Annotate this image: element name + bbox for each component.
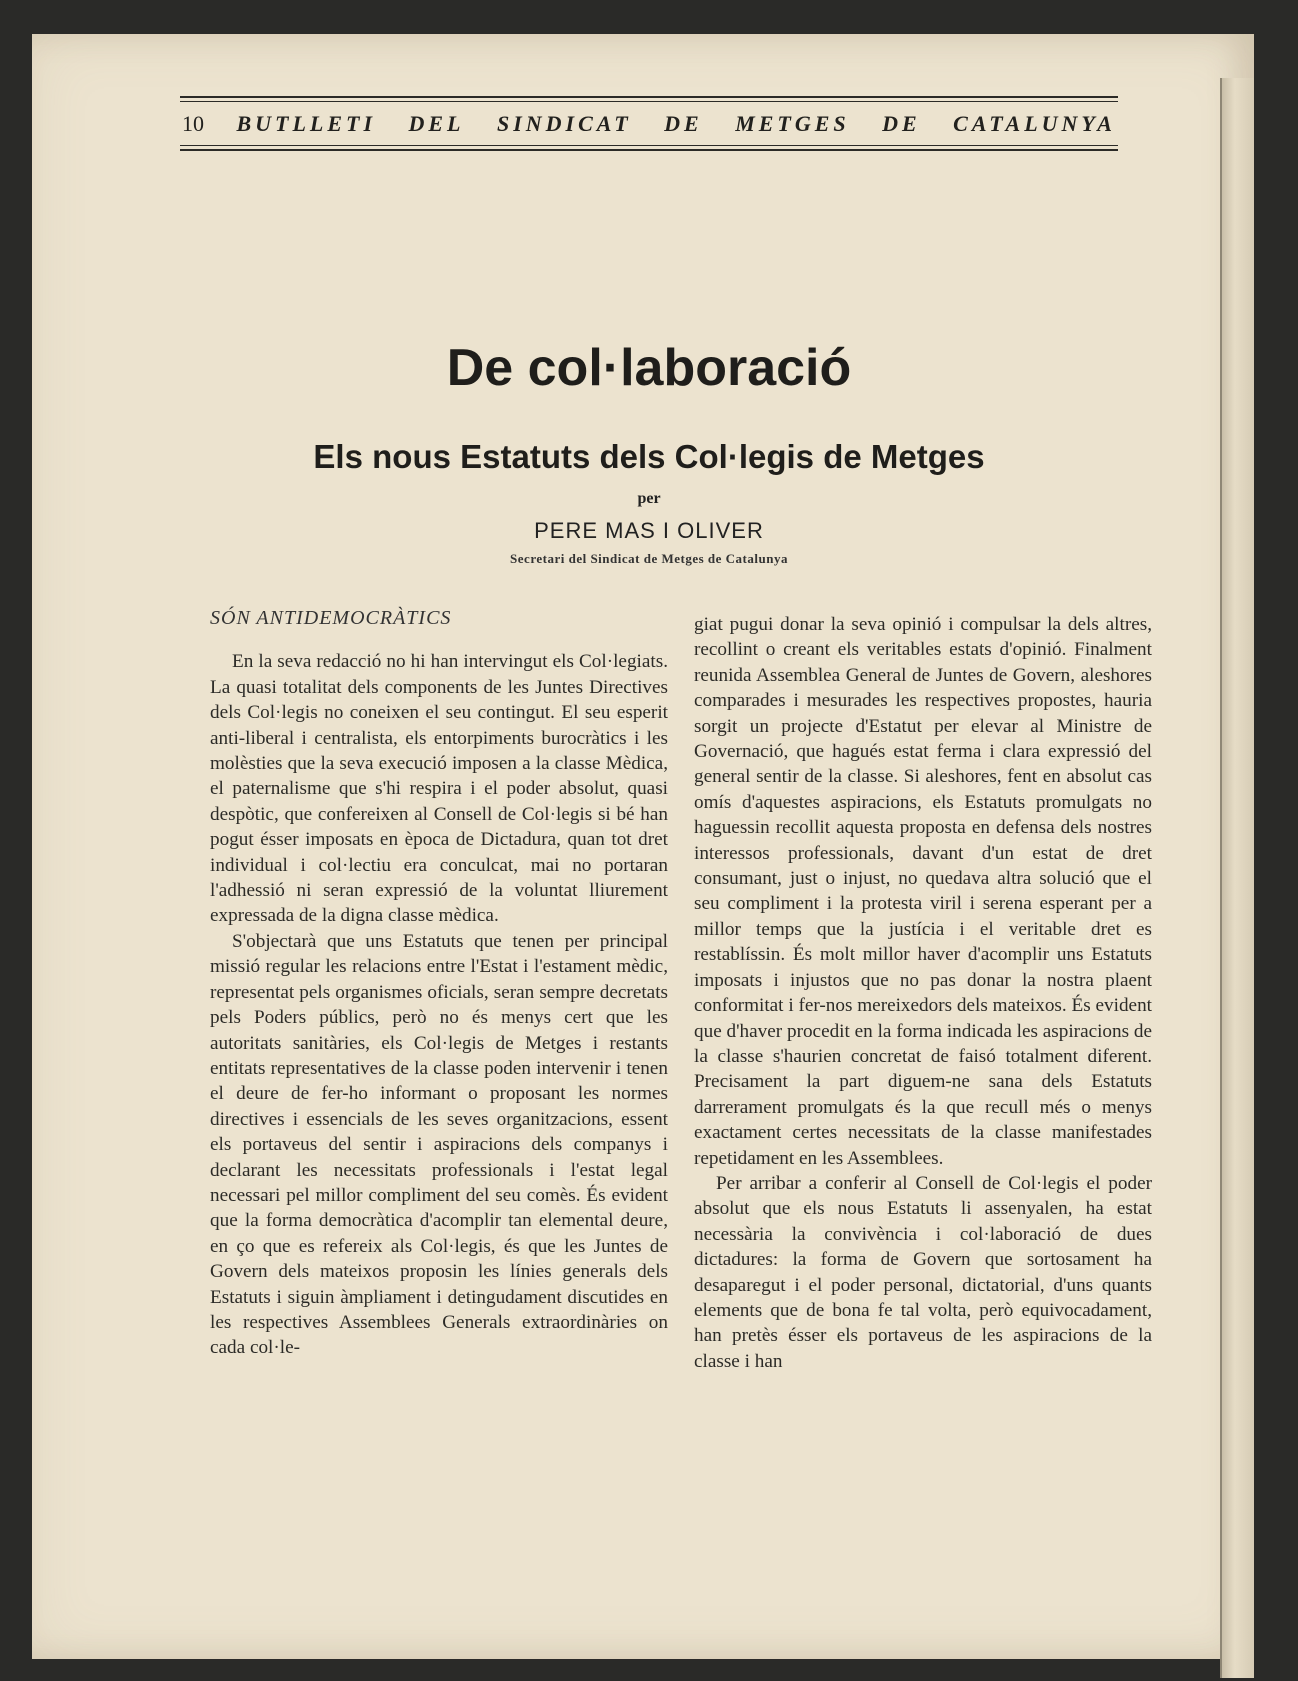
header-word: DE <box>882 111 921 136</box>
adjacent-page-edge <box>1220 78 1254 1678</box>
article-subtitle: Els nous Estatuts dels Col·legis de Metges <box>313 438 985 475</box>
paragraph: giat pugui donar la seva opinió i compulsar la dels altres, recollint o creant els veritables estats d'opinió. Finalment reunida Assemblea General de Juntes de Govern, aleshores comparades i mesurades les respectives propostes, hauria sorgit un projecte d'Estatut per elevar al Ministre de Governació, que hagués estat ferma i clara expressió del general sentir de la classe. Si aleshores, fent en absolut cas omís d'aquestes aspiracions, els Estatuts promulgats no haguessin recollit aquesta proposta en defensa dels nostres interessos professionals, davant d'un estat de dret consumant, just o injust, no quedava altra solució que el seu compliment i la protesta viril i serena esperant per a millor temps que la justícia i el veritable dret es restablíssin. És molt millor haver d'acomplir uns Estatuts imposats i injustos que no pas donar la nostra plaent conformitat i fer-nos mereixedors dels mateixos. És evident que d'haver procedit en la forma indicada les aspiracions de la classe s'haurien concretat de faisó totalment diferent. Precisament la part diguem-ne sana dels Estatuts darrerament promulgats és la que recull més o menys exactament certes necessitats de la classe manifestades repetidament en les Assemblees. <box>694 614 1152 1169</box>
author-name: PERE MAS I OLIVER <box>534 518 764 543</box>
header-word: BUTLLETI <box>236 111 377 136</box>
paragraph: En la seva redacció no hi han intervingut els Col·legiats. La quasi totalitat dels components de les Juntes Directives dels Col·legis no coneixen el seu contingut. El seu esperit anti-liberal i centralista, els entorpiments burocràtics i les molèsties que la seva execució imposen a la classe Mèdica, el paternalisme que s'hi respira i el poder absolut, quasi despòtic, que confereixen al Consell de Col·legis si bé han pogut ésser imposats en època de Dictadura, quan tot dret individual i col·lectiu era conculcat, mai no portaran l'adhessió ni seran expressió de la voluntat lliurement expressada de la digna classe mèdica. <box>210 651 668 927</box>
header-rule-top-thin <box>180 101 1118 102</box>
header-word: SINDICAT <box>496 111 632 136</box>
article-title: De col·laboració <box>446 339 852 397</box>
byline-per: per <box>637 490 661 507</box>
left-column <box>210 606 668 1361</box>
page-number: 10 <box>182 111 204 136</box>
header-word: CATALUNYA <box>953 111 1116 136</box>
header-word: DEL <box>408 111 465 136</box>
author-affiliation: Secretari del Sindicat de Metges de Catalunya <box>510 551 788 566</box>
paragraph: Per arribar a conferir al Consell de Col·legis el poder absolut que els nous Estatuts li assenyalen, ha estat necessària la convivència i col·laboració de dues dictadures: la forma de Govern que sortosament ha desaparegut i el poder personal, dictatorial, d'uns quants elements que de bona fe tal volta, però equivocadament, han pretès ésser els portaveus de les aspiracions de la classe i han <box>694 1172 1152 1372</box>
running-header <box>180 96 1118 154</box>
paragraph: S'objectarà que uns Estatuts que tenen per principal missió regular les relacions entre l'Estat i l'estament mèdic, representat pels organismes oficials, seran sempre decretats pels Poders públics, però no és menys cert que les autoritats sanitàries, els Col·legis de Metges i restants entitats representatives de la classe poden intervenir i tenen el deure de fer-ho informant o proposant les normes directives i essencials de les seves organitzacions, essent els portaveus del sentir i aspiracions dels companys i declarant les necessitats professionals i l'estat legal necessari pel millor compliment del seu comès. És evident que la forma democràtica d'acomplir tan elemental deure, en ço que es refereix als Col·legis, és que les Juntes de Govern dels mateixos proposin les línies generals dels Estatuts i siguin àmpliament i detingudament discutides en les respectives Assemblees Generals extraordinàries on cada col·le- <box>210 930 668 1359</box>
header-row <box>180 105 1118 145</box>
section-heading: SÓN ANTIDEMOCRÀTICS <box>210 607 452 629</box>
header-rule-bottom-thin <box>180 145 1118 146</box>
header-rule-top <box>180 96 1118 98</box>
header-word: DE <box>664 111 703 136</box>
header-rule-bottom <box>180 149 1118 151</box>
right-column <box>694 612 1152 1374</box>
header-word: METGES <box>735 111 850 136</box>
